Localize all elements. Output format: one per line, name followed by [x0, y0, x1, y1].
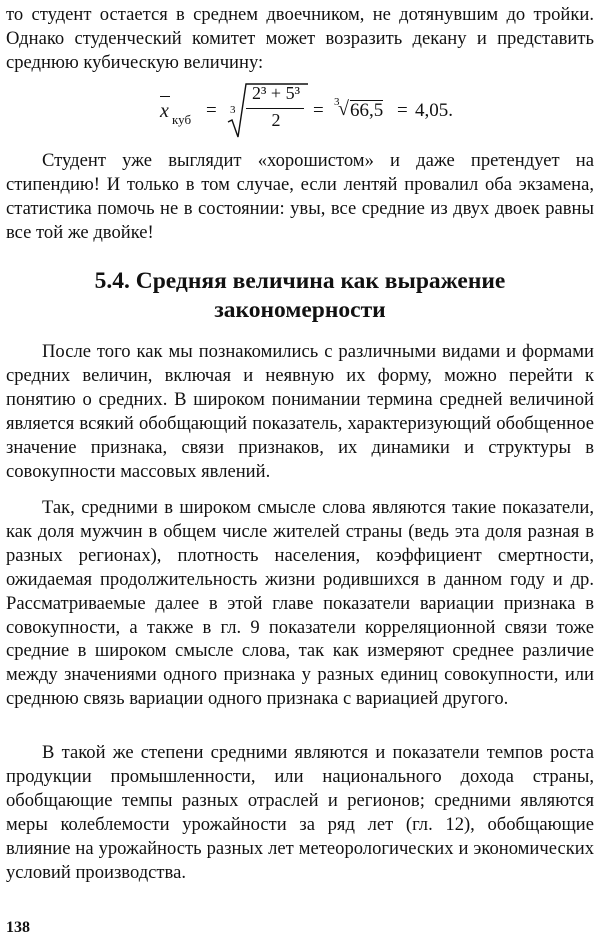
- page-number: 138: [6, 919, 30, 936]
- formula-equals-1: =: [206, 100, 217, 121]
- paragraph-3: В такой же степени средними являются и показатели темпов роста продукции промышленности, или национального дохода страны, обобщающие темпы разных отраслей и регионов; средними являются меры колеблемости урожайности за ряд лет (гл. 12), обобщающие влияние на урожайность разных лет метеорологических и экономических условий производства.: [6, 742, 594, 883]
- formula-radicand2: 66,5: [350, 100, 384, 121]
- paragraph-student: Студент уже выглядит «хорошистом» и даже претендует на стипендию! И только в том случае, если лентяй провалил оба экзамена, статистика помочь не в состоянии: увы, все средние из двух двоек равны все той же двойке!: [6, 150, 594, 243]
- formula-equals-3: =: [397, 100, 408, 121]
- formula-denominator: 2: [271, 110, 281, 130]
- formula-lhs-subscript: куб: [172, 112, 192, 127]
- section-heading-line1: 5.4. Средняя величина как выражение: [94, 268, 506, 294]
- formula-root2-index: 3: [334, 96, 340, 108]
- formula-root2-symbol: √: [338, 98, 349, 120]
- formula-numerator: 2³ + 5³: [252, 83, 300, 103]
- section-heading: [0, 267, 600, 325]
- section-heading-line2: закономерности: [214, 297, 386, 323]
- paragraph-1: После того как мы познакомились с различными видами и формами средних величин, включая и неявную их форму, можно перейти к понятию о средних. В широком понимании термина средней величиной является всякий обобщающий показатель, характеризующий обобщенное значение признака, связи признаков, их динамики и структуры в совокупности массовых явлений.: [6, 341, 594, 482]
- mean-bar: [160, 96, 170, 97]
- formula-root-index: 3: [230, 104, 236, 116]
- paragraph-2: Так, средними в широком смысле слова являются такие показатели, как доля мужчин в общем числе жителей страны (ведь эта доля разная в разных регионах), плотность населения, коэффициент смертности, ожидаемая продолжительность жизни родившихся в данном году и др. Рассматриваемые далее в этой главе показатели вариации признака в совокупности, а также в гл. 9 показатели корреляционной связи тоже средние в широком смысле слова, так как измеряют среднее различие между значениями одного признака у разных единиц совокупности, или среднюю связь вариации одного признака с вариацией другого.: [6, 497, 594, 710]
- paragraph-top: то студент остается в среднем двоечником, не дотянувшим до тройки. Однако студенческий комитет может возразить декану и представить среднюю кубическую величину:: [6, 4, 594, 73]
- cubic-mean-formula: [0, 82, 600, 144]
- formula-equals-2: =: [313, 100, 324, 121]
- formula-result: 4,05.: [415, 100, 453, 121]
- formula-lhs: x: [160, 100, 169, 122]
